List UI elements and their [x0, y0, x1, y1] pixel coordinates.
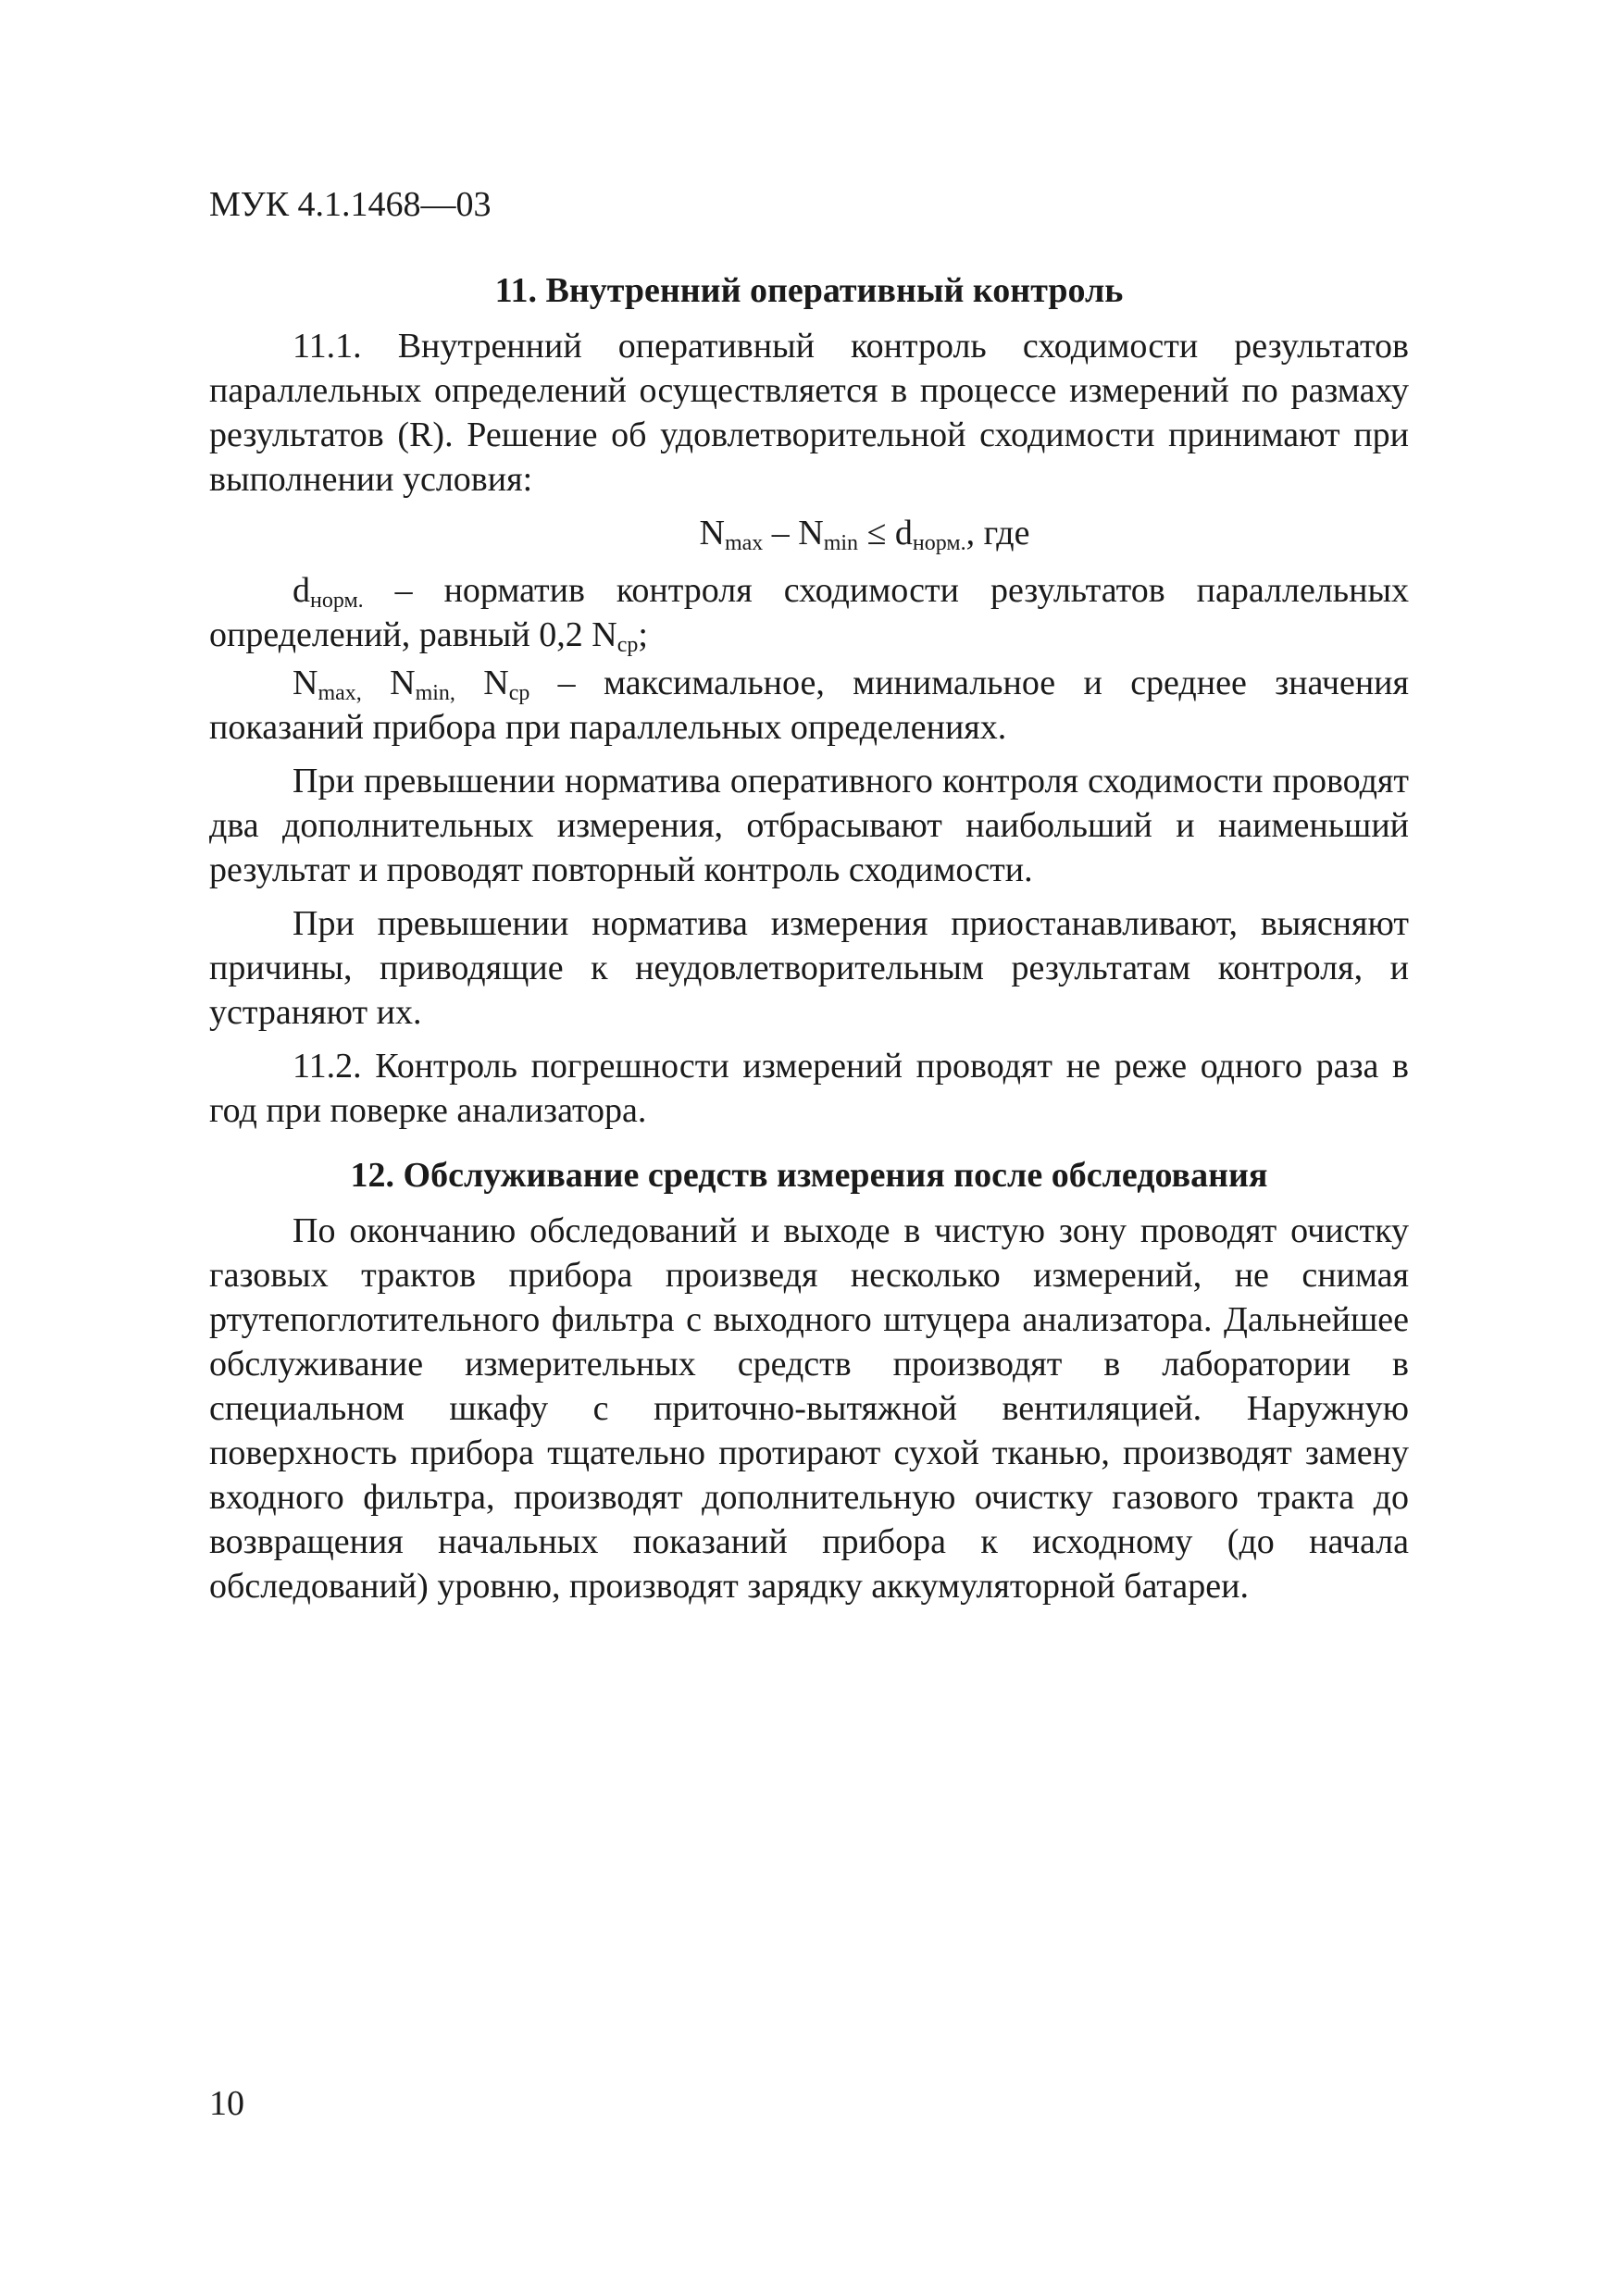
section-11-title: 11. Внутренний оперативный контроль — [494, 271, 1124, 310]
page-content — [209, 268, 1409, 1618]
formula-n-min: N — [798, 514, 824, 552]
def2-min-subscript: min, — [415, 681, 455, 705]
def-d-text: – норматив контроля сходимости результатов параллельных определений, равный 0,2 — [209, 571, 1409, 654]
section-12-title: 12. Обслуживание средств измерения после обследования — [350, 1156, 1268, 1195]
paragraph-exceed-measurement: При превышении норматива измерения приостанавливают, выясняют причины, приводящие к неудовлетворительным результатам контроля, и устраняют их. — [209, 904, 1409, 1032]
formula-max-subscript: max — [724, 531, 764, 555]
definition-n-values — [209, 661, 1409, 750]
document-code-header: МУК 4.1.1468—03 — [209, 185, 492, 224]
def2-max-subscript: max, — [318, 681, 362, 705]
def-d: d — [293, 571, 310, 610]
convergence-formula — [209, 511, 1409, 555]
def-sr-subscript: ср — [616, 633, 639, 657]
page-number: 10 — [209, 2084, 244, 2123]
def-n: N — [592, 615, 617, 654]
paragraph-11-1: 11.1. Внутренний оперативный контроль сходимости результатов параллельных определений осуществляется в процессе измерений по размаху результатов (R). Решение об удовлетворительной сходимости принимают при выполнении условия: — [209, 327, 1409, 499]
formula-n-max: N — [699, 514, 725, 552]
formula-norm-subscript: норм. — [912, 531, 966, 555]
def2-text: – максимальное, минимальное и среднее значения показаний прибора при параллельных определениях. — [209, 664, 1409, 747]
formula-d: d — [894, 514, 913, 552]
def-norm-subscript: норм. — [310, 589, 364, 613]
definition-d-norm — [209, 568, 1409, 657]
paragraph-11-2: 11.2. Контроль погрешности измерений проводят не реже одного раза в год при поверке анализатора. — [209, 1047, 1409, 1130]
def-end: ; — [638, 615, 648, 654]
def2-n-sr: N — [455, 664, 509, 702]
formula-minus: – — [763, 514, 799, 552]
def2-n-min: N — [361, 664, 416, 702]
formula-min-subscript: min — [823, 531, 859, 555]
def2-sr-subscript: ср — [508, 681, 530, 705]
def2-n-max: N — [293, 664, 318, 702]
formula-tail: , где — [965, 514, 1030, 552]
formula-leq: ≤ — [858, 514, 895, 552]
paragraph-12: По окончанию обследований и выходе в чистую зону проводят очистку газовых трактов прибора произведя несколько измерений, не снимая ртутепоглотительного фильтра с выходного штуцера анализатора. Дальнейшее обслуживание измерительных средств производят в лаборатории в специальном шкафу с приточно-вытяжной вентиляцией. Наружную поверхность прибора тщательно протирают сухой тканью, производят замену входного фильтра, производят дополнительную очистку газового тракта до возвращения начальных показаний прибора к исходному (до начала обследований) уровню, производят зарядку аккумуляторной батареи. — [209, 1211, 1409, 1606]
paragraph-exceed-convergence: При превышении норматива оперативного контроля сходимости проводят два дополнительных измерения, отбрасывают наибольший и наименьший результат и проводят повторный контроль сходимости. — [209, 762, 1409, 889]
